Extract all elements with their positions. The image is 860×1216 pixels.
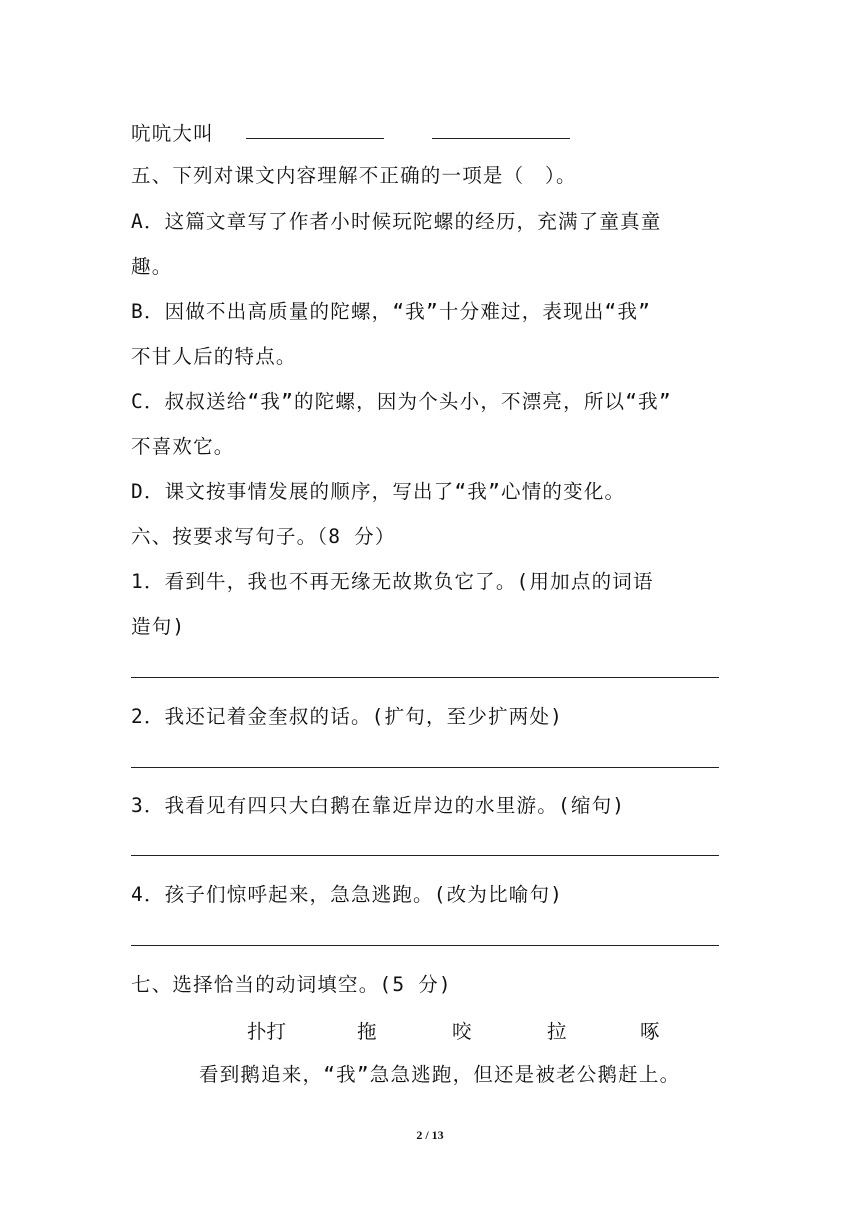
verb-option: 扑打 — [247, 1020, 287, 1043]
verb-option: 拖 — [357, 1020, 377, 1043]
q7-sentence: 看到鹅追来，“我”急急逃跑，但还是被老公鹅赶上。 — [199, 1063, 681, 1086]
q6-item-2: 2．我还记着金奎叔的话。(扩句，至少扩两处) — [131, 705, 564, 728]
question-5-heading: 五、下列对课文内容理解不正确的一项是（ ）。 — [131, 164, 577, 187]
option-a-line2: 趣。 — [131, 255, 173, 278]
question-7-heading: 七、选择恰当的动词填空。(5 分) — [131, 973, 452, 996]
answer-line-4[interactable] — [131, 945, 719, 946]
option-d-line1: D．课文按事情发展的顺序，写出了“我”心情的变化。 — [131, 480, 626, 503]
option-b-line2: 不甘人后的特点。 — [131, 345, 297, 368]
option-c-line2: 不喜欢它。 — [131, 435, 235, 458]
answer-line-2[interactable] — [131, 767, 719, 768]
page-number: 2 / 13 — [416, 1128, 444, 1142]
verb-option: 拉 — [547, 1020, 567, 1043]
verb-option: 咬 — [452, 1020, 472, 1043]
fill-blank-2[interactable] — [432, 138, 570, 139]
option-c-line1: C．叔叔送给“我”的陀螺，因为个头小，不漂亮，所以“我” — [131, 390, 672, 413]
answer-line-3[interactable] — [131, 855, 719, 856]
word-item: 吭吭大叫 — [131, 122, 214, 145]
q6-item-1-line2: 造句) — [131, 615, 186, 638]
option-a-line1: A．这篇文章写了作者小时候玩陀螺的经历，充满了童真童 — [131, 210, 662, 233]
question-6-heading: 六、按要求写句子。（8 分） — [131, 525, 396, 548]
fill-blank-1[interactable] — [246, 138, 384, 139]
option-b-line1: B．因做不出高质量的陀螺，“我”十分难过，表现出“我” — [131, 300, 652, 323]
verb-option: 啄 — [640, 1020, 660, 1043]
q6-item-1-line1: 1．看到牛，我也不再无缘无故欺负它了。(用加点的词语 — [131, 570, 654, 593]
q6-item-4: 4．孩子们惊呼起来，急急逃跑。(改为比喻句) — [131, 883, 564, 906]
q6-item-3: 3．我看见有四只大白鹅在靠近岸边的水里游。(缩句) — [131, 794, 626, 817]
answer-line-1[interactable] — [131, 677, 719, 678]
